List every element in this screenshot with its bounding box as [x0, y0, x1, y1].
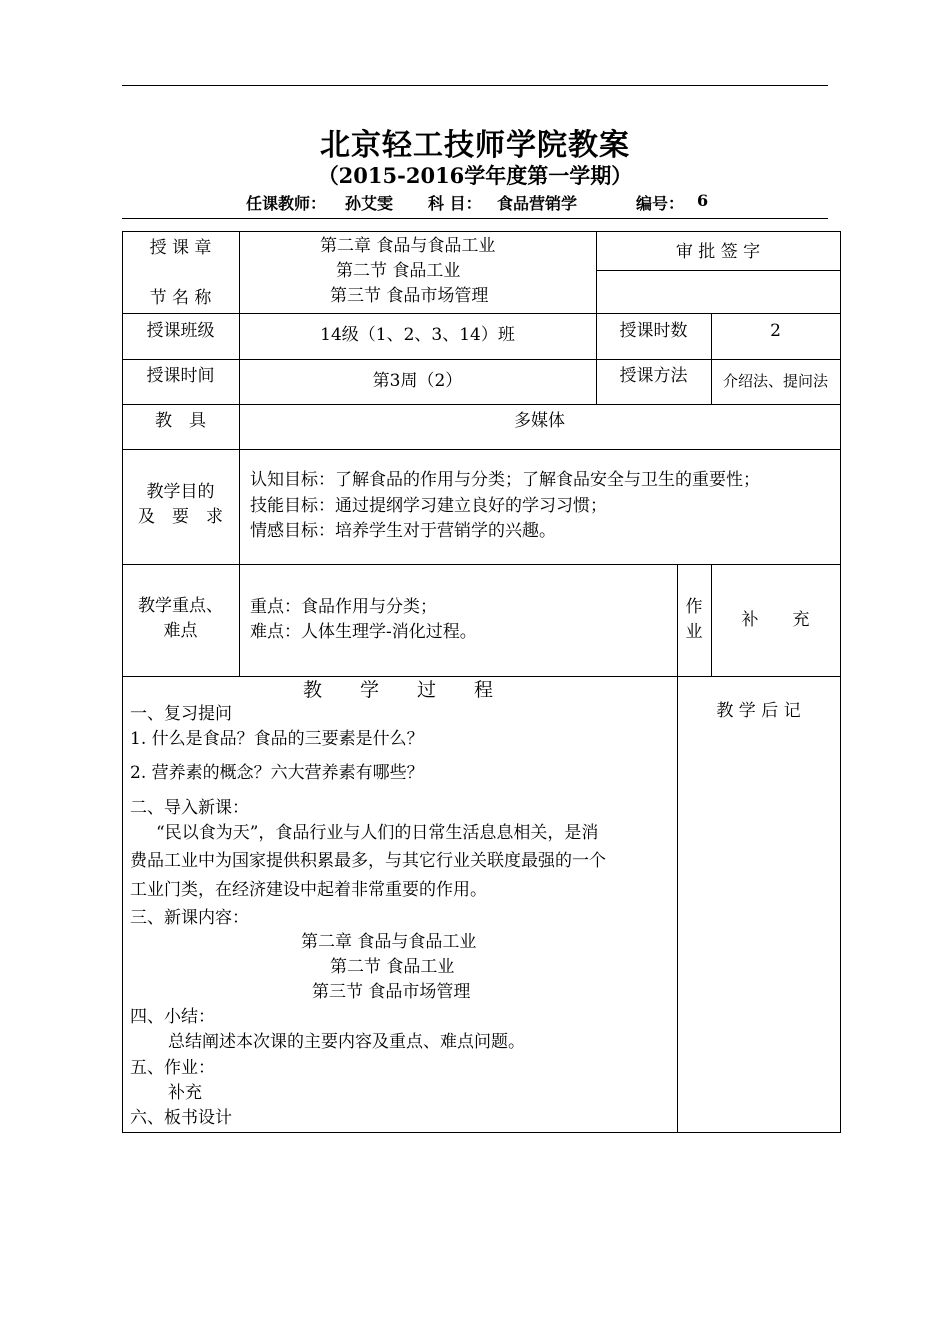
board-design-title: 六、板书设计 — [130, 1108, 232, 1128]
class-value: 14级（1、2、3、14）班 — [320, 325, 515, 345]
objective-affective: 情感目标：培养学生对于营销学的兴趣。 — [250, 521, 556, 541]
notes-label: 教 学 后 记 — [716, 701, 801, 721]
method-value: 介绍法、提问法 — [722, 372, 828, 390]
summary-text: 总结阐述本次课的主要内容及重点、难点问题。 — [168, 1032, 525, 1052]
process-heading: 教 学 过 程 — [303, 679, 494, 701]
intro-title: 二、导入新课： — [130, 798, 249, 818]
teacher-name: 孙艾雯 — [345, 194, 394, 213]
chapter-label-line2: 节 名 称 — [149, 288, 212, 308]
intro-line-2: 费品工业中为国家提供积累最多，与其它行业关联度最强的一个 — [130, 851, 606, 871]
tools-value: 多媒体 — [514, 411, 565, 431]
homework-label-line2: 业 — [685, 622, 703, 642]
homework-label-line1: 作 — [685, 597, 703, 617]
chapter-line-3: 第三节 食品市场管理 — [330, 286, 489, 306]
hours-value: 2 — [770, 321, 781, 341]
objectives-label-line1: 教学目的 — [146, 482, 215, 502]
chapter-line-1: 第二章 食品与食品工业 — [320, 236, 496, 256]
new-content-line-1: 第二章 食品与食品工业 — [301, 932, 477, 952]
time-value: 第3周（2） — [372, 371, 463, 391]
summary-title: 四、小结： — [130, 1007, 215, 1027]
keypoints-label-line1: 教学重点、 — [138, 596, 223, 616]
method-label: 授课方法 — [619, 366, 688, 386]
review-title: 一、复习提问 — [130, 704, 232, 724]
keypoint-difficulty: 难点：人体生理学-消化过程。 — [250, 622, 477, 642]
keypoint-focus: 重点：食品作用与分类； — [250, 597, 437, 617]
subject-label: 科 目： — [428, 194, 482, 213]
tools-label: 教 具 — [155, 411, 206, 431]
page-title: 北京轻工技师学院教案 — [320, 128, 630, 163]
homework-title: 五、作业： — [130, 1058, 215, 1078]
objective-skill: 技能目标：通过提纲学习建立良好的学习习惯； — [250, 496, 607, 516]
review-question-2: 2. 营养素的概念？六大营养素有哪些？ — [130, 763, 424, 783]
keypoints-label-line2: 难点 — [163, 621, 198, 641]
objective-cognitive: 认知目标：了解食品的作用与分类；了解食品安全与卫生的重要性； — [250, 470, 760, 490]
hours-label: 授课时数 — [619, 321, 688, 341]
top-rule — [122, 85, 828, 86]
page-subtitle: （2015-2016学年度第一学期） — [317, 163, 633, 188]
chapter-line-2: 第二节 食品工业 — [336, 261, 461, 281]
objectives-label-line2: 及 要 求 — [138, 507, 223, 527]
new-content-line-3: 第三节 食品市场管理 — [312, 982, 471, 1002]
chapter-label-line1: 授 课 章 — [149, 238, 212, 258]
time-label: 授课时间 — [146, 366, 215, 386]
intro-line-1: “民以食为天”，食品行业与人们的日常生活息息相关，是消 — [156, 823, 599, 843]
intro-line-3: 工业门类，在经济建设中起着非常重要的作用。 — [130, 880, 487, 900]
number-label: 编号： — [636, 194, 685, 213]
review-question-1: 1. 什么是食品？食品的三要素是什么？ — [130, 729, 424, 749]
subject-name: 食品营销学 — [497, 194, 578, 213]
number-value: 6 — [697, 191, 709, 210]
approval-label: 审 批 签 字 — [675, 242, 761, 262]
new-content-line-2: 第二节 食品工业 — [330, 957, 455, 977]
homework-text: 补充 — [168, 1083, 202, 1103]
class-label: 授课班级 — [146, 321, 215, 341]
supplement-label: 补 充 — [741, 610, 810, 630]
new-content-title: 三、新课内容： — [130, 908, 249, 928]
header-rule — [122, 218, 828, 219]
teacher-label: 任课教师： — [246, 194, 327, 213]
